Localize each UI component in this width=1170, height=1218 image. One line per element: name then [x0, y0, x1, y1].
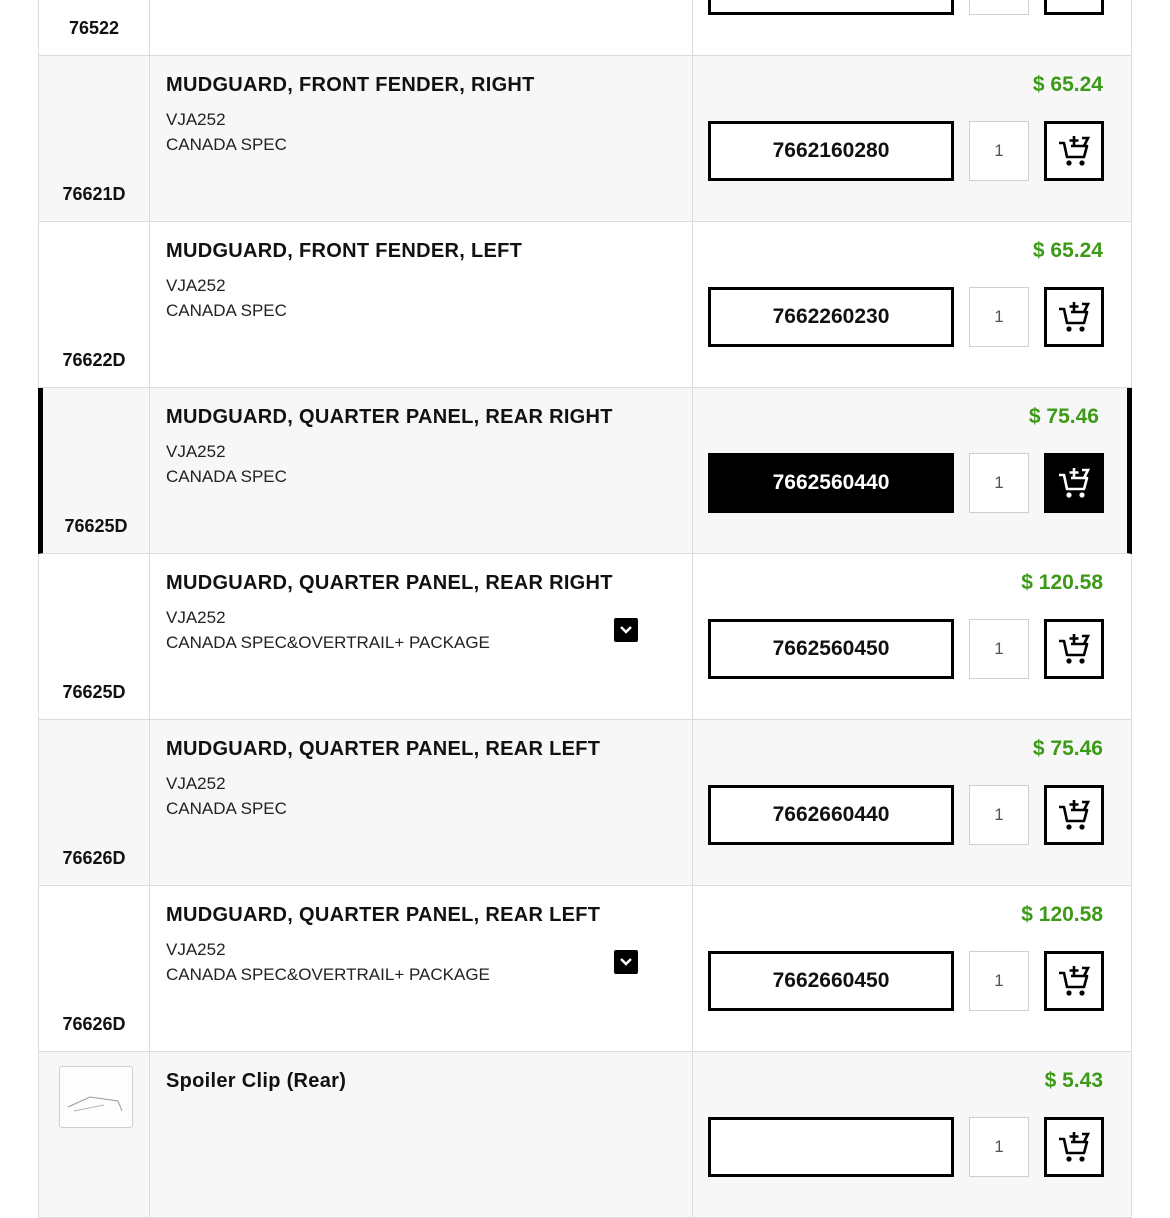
- part-title: MUDGUARD, FRONT FENDER, RIGHT: [166, 74, 535, 96]
- quantity-input[interactable]: [969, 785, 1029, 845]
- ref-cell: [39, 222, 150, 387]
- ref-number: 76522: [68, 18, 120, 38]
- part-number-button[interactable]: [708, 1117, 954, 1177]
- ref-cell: [39, 1052, 150, 1217]
- part-title: MUDGUARD, QUARTER PANEL, REAR RIGHT: [166, 406, 613, 428]
- quantity-input[interactable]: [969, 951, 1029, 1011]
- add-to-cart-icon: [1057, 466, 1091, 500]
- chevron-down-icon: [619, 625, 633, 635]
- part-details: [166, 937, 676, 987]
- add-to-cart-button[interactable]: [1044, 287, 1104, 347]
- ref-number: 76622D: [62, 350, 126, 370]
- part-title: MUDGUARD, QUARTER PANEL, REAR RIGHT: [166, 572, 613, 594]
- ref-cell: [39, 886, 150, 1051]
- part-row: [38, 886, 1132, 1052]
- quantity-input[interactable]: [969, 453, 1029, 513]
- description-cell: [150, 388, 693, 553]
- description-cell: [150, 886, 693, 1051]
- quantity-input[interactable]: [969, 619, 1029, 679]
- description-cell: [150, 0, 693, 55]
- add-to-cart-icon: [1057, 1130, 1091, 1164]
- part-number-button[interactable]: 7662260230: [708, 287, 954, 347]
- parts-table: [38, 0, 1132, 1218]
- part-row: [38, 0, 1132, 56]
- quantity-input[interactable]: [969, 121, 1029, 181]
- purchase-cell: [693, 0, 1131, 55]
- expand-button[interactable]: [614, 618, 638, 642]
- chevron-down-icon: [619, 957, 633, 967]
- ref-number: 76626D: [62, 848, 126, 868]
- ref-cell: [39, 554, 150, 719]
- part-row: [38, 56, 1132, 222]
- part-title: MUDGUARD, QUARTER PANEL, REAR LEFT: [166, 904, 601, 926]
- part-number-button[interactable]: [708, 0, 954, 15]
- part-details: [166, 439, 676, 489]
- part-number-button[interactable]: 7662660440: [708, 785, 954, 845]
- add-to-cart-button[interactable]: [1044, 1117, 1104, 1177]
- part-row: [38, 554, 1132, 720]
- add-to-cart-icon: [1057, 798, 1091, 832]
- spec-note: CANADA SPEC: [166, 799, 287, 818]
- add-to-cart-icon: [1057, 632, 1091, 666]
- add-to-cart-button[interactable]: [1044, 453, 1104, 513]
- part-row: [38, 222, 1132, 388]
- add-to-cart-button[interactable]: [1044, 951, 1104, 1011]
- purchase-cell: [693, 222, 1131, 387]
- spec-note: CANADA SPEC: [166, 135, 287, 154]
- price: $ 120.58: [1021, 571, 1103, 594]
- part-row: [38, 720, 1132, 886]
- add-to-cart-icon: [1057, 964, 1091, 998]
- price: $ 65.24: [1032, 73, 1103, 96]
- model-code: VJA252: [166, 608, 226, 627]
- part-title: MUDGUARD, FRONT FENDER, LEFT: [166, 240, 523, 262]
- part-details: [166, 771, 676, 821]
- description-cell: [150, 1052, 693, 1217]
- price: $ 75.46: [1032, 737, 1103, 760]
- part-details: [166, 273, 676, 323]
- ref-cell: [39, 56, 150, 221]
- description-cell: [150, 56, 693, 221]
- model-code: VJA252: [166, 442, 226, 461]
- spec-note: CANADA SPEC&OVERTRAIL+ PACKAGE: [166, 633, 490, 652]
- model-code: VJA252: [166, 276, 226, 295]
- ref-number: 76626D: [62, 1014, 126, 1034]
- model-code: VJA252: [166, 940, 226, 959]
- purchase-cell: [693, 886, 1131, 1051]
- add-to-cart-icon: [1057, 134, 1091, 168]
- description-cell: [150, 554, 693, 719]
- add-to-cart-button[interactable]: [1044, 619, 1104, 679]
- purchase-cell: [693, 554, 1131, 719]
- purchase-cell: [693, 720, 1131, 885]
- part-row: [38, 388, 1132, 554]
- part-details: [166, 605, 676, 655]
- purchase-cell: [693, 1052, 1131, 1217]
- add-to-cart-icon: [1057, 0, 1091, 2]
- ref-cell: [39, 0, 150, 55]
- expand-button[interactable]: [614, 950, 638, 974]
- ref-number: 76621D: [62, 184, 126, 204]
- part-number-button[interactable]: 7662560450: [708, 619, 954, 679]
- add-to-cart-button[interactable]: [1044, 121, 1104, 181]
- description-cell: [150, 222, 693, 387]
- add-to-cart-button[interactable]: [1044, 0, 1104, 15]
- ref-cell: [43, 388, 150, 553]
- part-number-button[interactable]: 7662560440: [708, 453, 954, 513]
- ref-number: 76625D: [64, 516, 128, 536]
- price: $ 65.24: [1032, 239, 1103, 262]
- part-thumbnail[interactable]: [59, 1066, 133, 1128]
- part-title: MUDGUARD, QUARTER PANEL, REAR LEFT: [166, 738, 601, 760]
- ref-number: 76625D: [62, 682, 126, 702]
- part-number-button[interactable]: 7662160280: [708, 121, 954, 181]
- spec-note: CANADA SPEC&OVERTRAIL+ PACKAGE: [166, 965, 490, 984]
- model-code: VJA252: [166, 774, 226, 793]
- part-details: [166, 107, 676, 157]
- quantity-input[interactable]: [969, 1117, 1029, 1177]
- quantity-input[interactable]: [969, 287, 1029, 347]
- part-row: [38, 1052, 1132, 1218]
- spec-note: CANADA SPEC: [166, 301, 287, 320]
- part-title: Spoiler Clip (Rear): [166, 1070, 347, 1092]
- part-diagram-icon: [60, 1067, 130, 1125]
- model-code: VJA252: [166, 110, 226, 129]
- price: $ 75.46: [1028, 405, 1099, 428]
- purchase-cell: [693, 388, 1127, 553]
- price: $ 5.43: [1044, 1069, 1103, 1092]
- price: $ 120.58: [1021, 903, 1103, 926]
- description-cell: [150, 720, 693, 885]
- spec-note: CANADA SPEC: [166, 467, 287, 486]
- add-to-cart-button[interactable]: [1044, 785, 1104, 845]
- ref-cell: [39, 720, 150, 885]
- part-number-button[interactable]: 7662660450: [708, 951, 954, 1011]
- purchase-cell: [693, 56, 1131, 221]
- add-to-cart-icon: [1057, 300, 1091, 334]
- quantity-input[interactable]: [969, 0, 1029, 15]
